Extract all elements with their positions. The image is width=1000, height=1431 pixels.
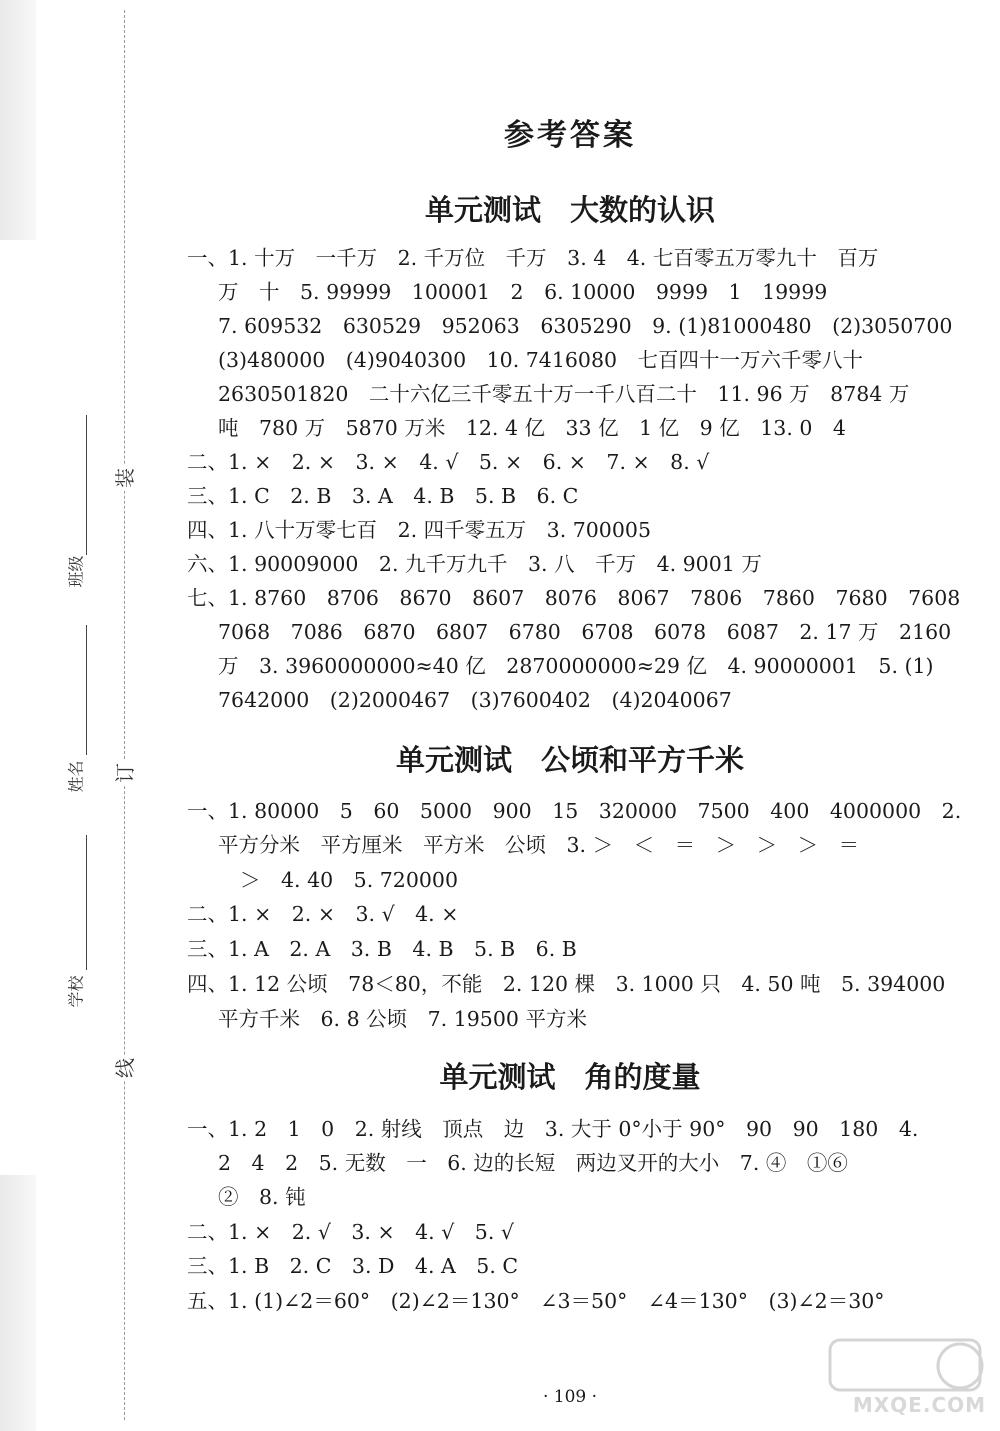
answer-line: 三、1. B 2. C 3. D 4. A 5. C — [187, 1254, 519, 1278]
answer-line: 七、1. 8760 8706 8670 8607 8076 8067 7806 7860 7680 7608 — [187, 586, 961, 610]
answer-line: 一、1. 十万 一千万 2. 千万位 千万 3. 4 4. 七百零五万零九十 百万 — [187, 246, 879, 270]
answer-line: ② 8. 钝 — [218, 1185, 306, 1209]
school-field-label: 学校 — [66, 975, 86, 1008]
answer-line: 三、1. C 2. B 3. A 4. B 5. B 6. C — [187, 484, 579, 508]
answer-line: 二、1. × 2. × 3. × 4. √ 5. × 6. × 7. × 8. √ — [187, 450, 710, 474]
answer-line: 四、1. 12 公顷 78＜80，不能 2. 120 棵 3. 1000 只 4. 50 吨 5. 394000 — [187, 972, 946, 996]
answer-line: 一、1. 80000 5 60 5000 900 15 320000 7500 400 4000000 2. — [187, 799, 962, 823]
answer-line: 万 3. 3960000000≈40 亿 2870000000≈29 亿 4. 90000001 5. (1) — [218, 654, 934, 678]
answer-line: (3)480000 (4)9040300 10. 7416080 七百四十一万六千零八十 — [218, 348, 864, 372]
answer-line: 吨 780 万 5870 万米 12. 4 亿 33 亿 1 亿 9 亿 13. 0 4 — [218, 416, 846, 440]
class-field-line — [86, 415, 87, 555]
name-field-line — [86, 625, 87, 755]
answer-line: 2630501820 二十六亿三千零五十万一千八百二十 11. 96 万 8784 万 — [218, 382, 910, 406]
name-field-label: 姓名 — [66, 760, 86, 793]
watermark-text: MXQE.COM — [852, 1393, 986, 1417]
answer-line: 二、1. × 2. × 3. √ 4. × — [187, 902, 459, 926]
answer-line: 二、1. × 2. √ 3. × 4. √ 5. √ — [187, 1220, 514, 1244]
answer-line: 四、1. 八十万零七百 2. 四千零五万 3. 700005 — [187, 518, 651, 542]
answer-line: 7068 7086 6870 6807 6780 6708 6078 6087 2. 17 万 2160 — [218, 620, 952, 644]
answer-line: 7. 609532 630529 952063 6305290 9. (1)81000480 (2)3050700 — [218, 314, 953, 338]
class-field-label: 班级 — [66, 555, 86, 588]
answer-line: 六、1. 90009000 2. 九千万九千 3. 八 千万 4. 9001 万 — [187, 552, 762, 576]
section-title-hectares: 单元测试 公顷和平方千米 — [395, 743, 744, 777]
binding-mark-ding: 订 — [112, 760, 138, 786]
class-field — [60, 555, 90, 588]
answer-line: 2 4 2 5. 无数 一 6. 边的长短 两边叉开的大小 7. ④ ①⑥ — [218, 1151, 848, 1175]
section-title-angles: 单元测试 角的度量 — [439, 1060, 701, 1094]
answer-line: 7642000 (2)2000467 (3)7600402 (4)2040067 — [218, 688, 732, 712]
page-number: · 109 · — [542, 1387, 598, 1407]
name-field — [60, 760, 90, 793]
binding-mark-xian: 线 — [112, 1055, 138, 1081]
answer-line: 万 十 5. 99999 100001 2 6. 10000 9999 1 19999 — [218, 280, 828, 304]
answer-line: 平方千米 6. 8 公顷 7. 19500 平方米 — [218, 1007, 587, 1031]
answer-line: 五、1. (1)∠2＝60° (2)∠2＝130° ∠3＝50° ∠4＝130° (3)∠2＝30° — [187, 1289, 885, 1313]
binding-mark-zhuang: 装 — [112, 465, 138, 491]
answer-line: ＞ 4. 40 5. 720000 — [240, 868, 458, 892]
answer-line: 三、1. A 2. A 3. B 4. B 5. B 6. B — [187, 937, 577, 961]
page-title: 参考答案 — [504, 118, 636, 153]
answer-line: 平方分米 平方厘米 平方米 公顷 3. ＞ ＜ ＝ ＞ ＞ ＞ ＝ — [218, 833, 860, 857]
school-field — [60, 975, 90, 1008]
school-field-line — [86, 835, 87, 970]
binding-dashed-line — [124, 10, 125, 1420]
answer-line: 一、1. 2 1 0 2. 射线 顶点 边 3. 大于 0°小于 90° 90 90 180 4. — [187, 1117, 919, 1141]
section-title-large-numbers: 单元测试 大数的认识 — [424, 193, 715, 227]
